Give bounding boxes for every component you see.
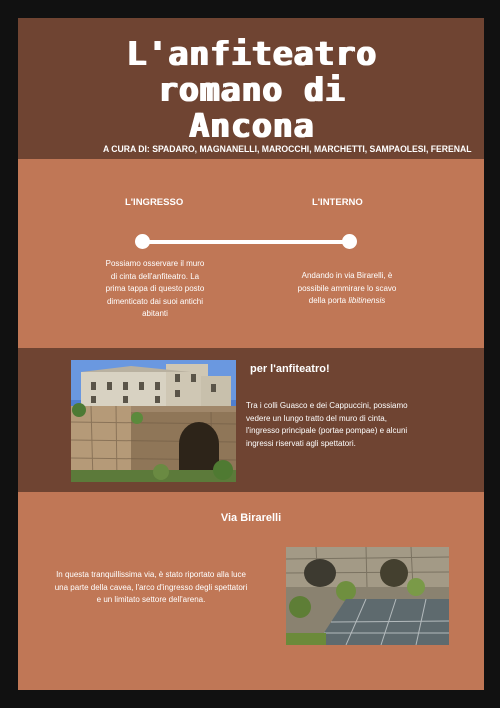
timeline-dot-end bbox=[342, 234, 357, 249]
interior-description bbox=[293, 270, 401, 308]
timeline-dot-start bbox=[135, 234, 150, 249]
interior-text: Andando in via Birarelli, è possibile ammirare lo scavo della porta bbox=[297, 271, 397, 305]
title-line-1: L'anfiteatro bbox=[125, 34, 377, 73]
timeline-line bbox=[141, 240, 351, 244]
timeline-band bbox=[18, 159, 484, 348]
entrance-description: Possiamo osservare il muro di cinta dell'anfiteatro. La prima tappa di questo posto dimenticato dai suoi antichi abitanti bbox=[105, 259, 205, 318]
poster bbox=[18, 18, 484, 690]
title-line-2: romano di bbox=[157, 70, 345, 109]
walls-heading: per l'anfiteatro! bbox=[250, 363, 330, 375]
walls-description: Tra i colli Guasco e dei Cappuccini, possiamo vedere un lungo tratto del muro di cinta, l'ingresso principale (portae pompae) e alcuni ingressi riservati agli spettatori. bbox=[246, 401, 408, 448]
poster-title bbox=[18, 36, 484, 144]
timeline-label-interior: L'INTERNO bbox=[312, 197, 363, 208]
authors-credit: A CURA DI: SPADARO, MAGNANELLI, MAROCCHI, MARCHETTI, SAMPAOLESI, FERENAL bbox=[103, 143, 472, 154]
birarelli-heading: Via Birarelli bbox=[220, 512, 282, 524]
timeline-label-entrance: L'INGRESSO bbox=[125, 197, 184, 208]
walls-photo bbox=[71, 360, 236, 482]
birarelli-description: In questa tranquillissima via, è stato riportato alla luce una parte della cavea, l'arco d'ingresso degli spettatori e un limitato settore dell'arena. bbox=[54, 570, 248, 604]
birarelli-photo bbox=[286, 547, 449, 645]
interior-italic: libitinensis bbox=[348, 296, 386, 305]
title-line-3: Ancona bbox=[188, 106, 314, 145]
